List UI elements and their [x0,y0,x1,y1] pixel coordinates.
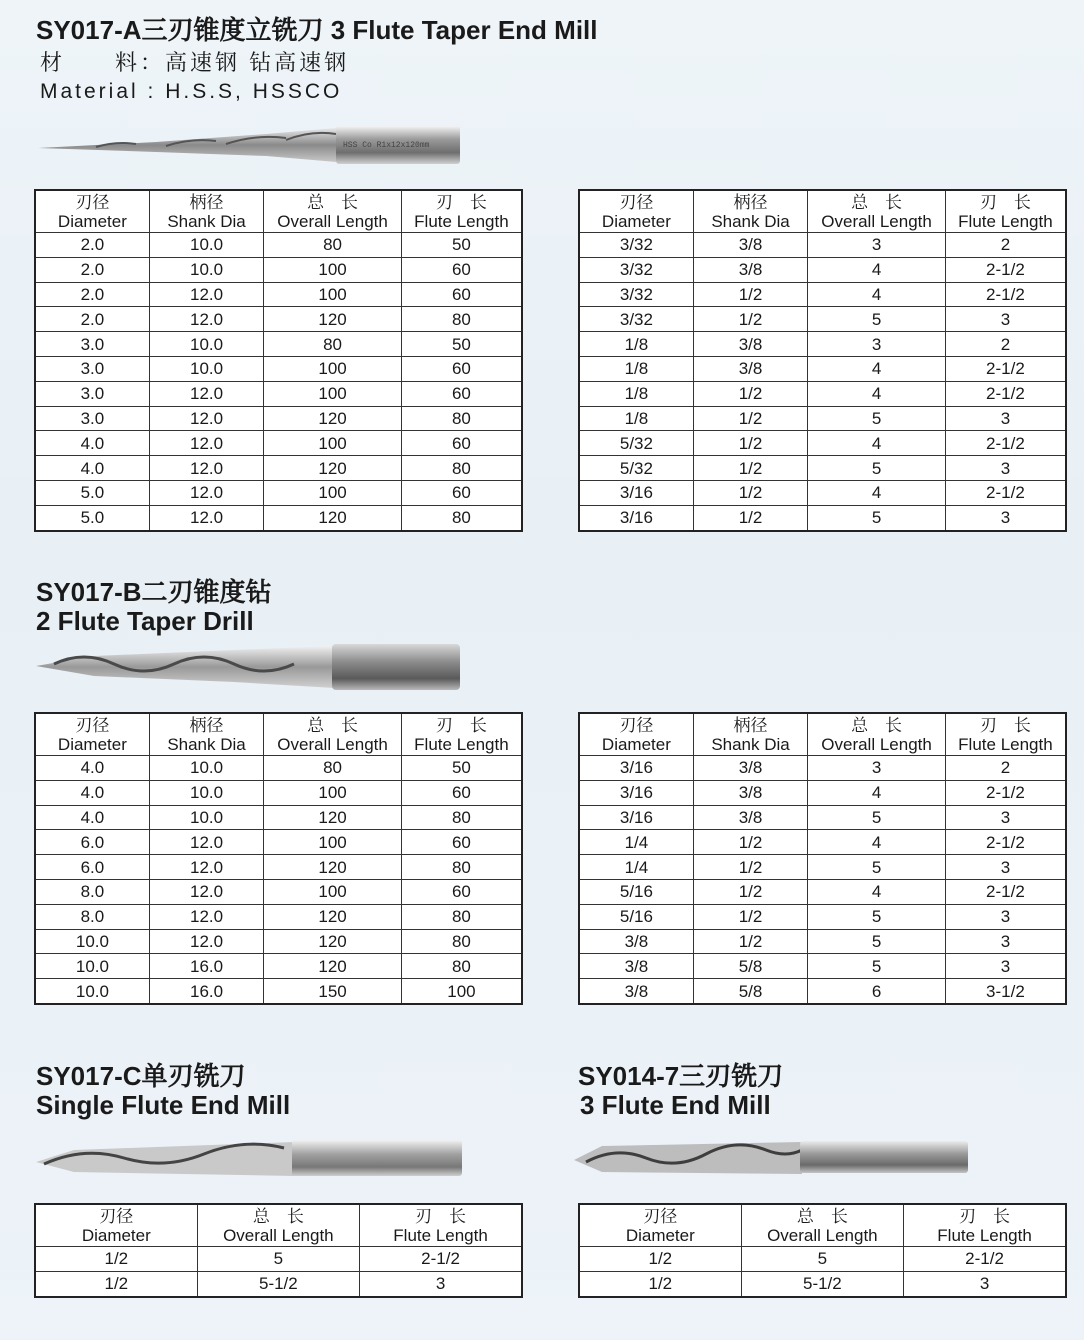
table-cell: 16.0 [149,979,263,1004]
table-cell: 3 [808,756,946,781]
table-row [35,307,522,332]
table-cell: 3/8 [693,233,807,258]
table-row [579,1247,1066,1272]
table-cell: 1/2 [693,456,807,481]
table-row [35,830,522,855]
table-cell: 1/2 [693,282,807,307]
table-cell: 2 [945,332,1066,357]
table-row [35,431,522,456]
table-cell: 80 [401,456,522,481]
table-cell: 100 [264,480,402,505]
header-flute-length: 刃 长 Flute Length [945,190,1066,233]
table-cell: 5 [808,406,946,431]
table-row [579,979,1066,1004]
header-diameter: 刃径 Diameter [35,713,149,756]
table-cell: 60 [401,356,522,381]
table-cell: 3/8 [693,756,807,781]
table-cell: 10.0 [35,979,149,1004]
table-cell: 3 [904,1271,1066,1296]
table-cell: 5/8 [693,979,807,1004]
table-row [579,456,1066,481]
table-cell: 80 [264,332,402,357]
table-cell: 120 [264,805,402,830]
header-diameter: 刃径 Diameter [579,1204,741,1247]
table-cell: 1/8 [579,381,693,406]
table-cell: 3 [945,307,1066,332]
table-cell: 12.0 [149,505,263,530]
table-cell: 5 [197,1247,360,1272]
table-b-inch [578,712,1067,1005]
table-row [579,332,1066,357]
table-cell: 60 [401,431,522,456]
table-row [579,257,1066,282]
table-cell: 10.0 [149,332,263,357]
table-cell: 100 [264,431,402,456]
table-cell: 3/16 [579,505,693,530]
table-cell: 60 [401,480,522,505]
table-cell: 3/32 [579,282,693,307]
table-row [579,233,1066,258]
table-row [579,307,1066,332]
table-cell: 3 [945,406,1066,431]
table-cell: 100 [401,979,522,1004]
table-cell: 2.0 [35,282,149,307]
table-cell: 3.0 [35,381,149,406]
table-cell: 6.0 [35,830,149,855]
table-cell: 5 [741,1247,904,1272]
table-cell: 80 [401,904,522,929]
table-cell: 120 [264,954,402,979]
table-cell: 60 [401,780,522,805]
table-cell: 3/8 [693,805,807,830]
header-shank-dia: 柄径 Shank Dia [149,713,263,756]
table-cell: 10.0 [149,233,263,258]
header-overall-length: 总 长 Overall Length [741,1204,904,1247]
table-c [34,1203,523,1298]
table-cell: 60 [401,381,522,406]
table-cell: 3 [945,855,1066,880]
table-cell: 5 [808,954,946,979]
table-cell: 4 [808,257,946,282]
table-cell: 2-1/2 [945,282,1066,307]
table-d [578,1203,1067,1298]
table-cell: 3/8 [693,780,807,805]
table-cell: 5 [808,805,946,830]
table-row [35,257,522,282]
table-cell: 5 [808,929,946,954]
table-cell: 4 [808,480,946,505]
table-cell: 3 [945,954,1066,979]
table-cell: 60 [401,879,522,904]
table-cell: 1/8 [579,406,693,431]
table-cell: 12.0 [149,307,263,332]
table-row [579,356,1066,381]
table-cell: 10.0 [149,780,263,805]
header-diameter: 刃径 Diameter [35,1204,197,1247]
table-row [579,830,1066,855]
table-row [579,879,1066,904]
table-cell: 4.0 [35,805,149,830]
table-row [579,929,1066,954]
table-cell: 80 [264,756,402,781]
material-label-cn: 材 料：高速钢 钻高速钢 [40,50,350,75]
table-cell: 100 [264,356,402,381]
table-cell: 4 [808,879,946,904]
table-cell: 10.0 [35,954,149,979]
table-row [35,282,522,307]
table-cell: 2-1/2 [945,480,1066,505]
table-a-metric [34,189,523,532]
table-cell: 120 [264,406,402,431]
table-cell: 4 [808,431,946,456]
section-b-title-en: 2 Flute Taper Drill [36,606,254,636]
table-cell: 12.0 [149,456,263,481]
table-cell: 2 [945,756,1066,781]
table-cell: 1/2 [693,480,807,505]
table-row [579,282,1066,307]
table-cell: 12.0 [149,855,263,880]
table-cell: 1/2 [35,1247,197,1272]
header-flute-length: 刃 长 Flute Length [401,190,522,233]
section-d-title-en: 3 Flute End Mill [580,1090,771,1120]
table-row [35,805,522,830]
table-cell: 3 [945,805,1066,830]
table-cell: 1/4 [579,855,693,880]
table-cell: 5/16 [579,879,693,904]
table-cell: 3/16 [579,780,693,805]
table-cell: 5 [808,505,946,530]
header-shank-dia: 柄径 Shank Dia [693,190,807,233]
table-cell: 3/16 [579,756,693,781]
table-row [35,456,522,481]
table-cell: 2-1/2 [360,1247,522,1272]
table-cell: 3/8 [693,332,807,357]
table-cell: 3/8 [693,257,807,282]
table-cell: 80 [401,505,522,530]
table-row [35,1271,522,1296]
table-cell: 4 [808,780,946,805]
table-cell: 80 [401,406,522,431]
table-cell: 1/2 [693,381,807,406]
table-cell: 4 [808,356,946,381]
table-cell: 120 [264,929,402,954]
table-cell: 4 [808,381,946,406]
table-cell: 1/2 [693,904,807,929]
table-row [579,756,1066,781]
table-row [35,505,522,530]
three-flute-end-mill-image [572,1138,972,1178]
table-cell: 5 [808,904,946,929]
table-cell: 2-1/2 [945,257,1066,282]
table-row [35,756,522,781]
header-overall-length: 总 长 Overall Length [808,713,946,756]
table-cell: 3/8 [579,979,693,1004]
table-cell: 80 [401,954,522,979]
table-cell: 12.0 [149,879,263,904]
table-row [35,233,522,258]
table-cell: 10.0 [35,929,149,954]
table-cell: 3/16 [579,805,693,830]
table-row [579,406,1066,431]
table-row [35,855,522,880]
taper-end-mill-image [36,122,466,168]
table-cell: 8.0 [35,904,149,929]
table-cell: 5/8 [693,954,807,979]
table-cell: 12.0 [149,480,263,505]
table-cell: 10.0 [149,756,263,781]
table-cell: 12.0 [149,431,263,456]
table-cell: 1/2 [693,855,807,880]
table-cell: 2.0 [35,233,149,258]
table-cell: 100 [264,282,402,307]
table-cell: 8.0 [35,879,149,904]
table-cell: 12.0 [149,904,263,929]
table-cell: 12.0 [149,406,263,431]
table-cell: 5/16 [579,904,693,929]
table-cell: 80 [401,307,522,332]
table-cell: 3 [945,505,1066,530]
table-row [579,780,1066,805]
header-diameter: 刃径 Diameter [35,190,149,233]
header-diameter: 刃径 Diameter [579,190,693,233]
table-cell: 5-1/2 [197,1271,360,1296]
table-row [579,954,1066,979]
table-cell: 3 [808,332,946,357]
table-row [35,929,522,954]
table-cell: 5/32 [579,456,693,481]
table-row [579,505,1066,530]
table-cell: 1/2 [693,406,807,431]
table-cell: 5 [808,307,946,332]
table-cell: 100 [264,381,402,406]
table-cell: 100 [264,879,402,904]
table-row [579,855,1066,880]
table-cell: 50 [401,233,522,258]
header-overall-length: 总 长 Overall Length [264,190,402,233]
table-cell: 150 [264,979,402,1004]
table-cell: 3 [360,1271,522,1296]
tool-label-text: HSS Co R1x12x120mm [343,141,430,150]
table-cell: 1/2 [693,929,807,954]
table-cell: 120 [264,505,402,530]
table-row [35,381,522,406]
table-cell: 3.0 [35,406,149,431]
table-cell: 3/8 [579,954,693,979]
table-cell: 2 [945,233,1066,258]
table-cell: 3 [808,233,946,258]
table-cell: 1/2 [693,879,807,904]
table-cell: 120 [264,307,402,332]
table-row [35,480,522,505]
table-cell: 5.0 [35,480,149,505]
header-flute-length: 刃 长 Flute Length [360,1204,522,1247]
table-cell: 4.0 [35,756,149,781]
header-shank-dia: 柄径 Shank Dia [149,190,263,233]
table-cell: 10.0 [149,805,263,830]
table-cell: 3/8 [693,356,807,381]
table-cell: 2-1/2 [945,830,1066,855]
table-cell: 2.0 [35,257,149,282]
table-cell: 12.0 [149,929,263,954]
table-cell: 4.0 [35,780,149,805]
table-cell: 5.0 [35,505,149,530]
table-cell: 3.0 [35,356,149,381]
table-row [579,1271,1066,1296]
table-cell: 1/4 [579,830,693,855]
table-row [35,1247,522,1272]
table-cell: 1/2 [579,1271,741,1296]
table-row [35,954,522,979]
table-cell: 4.0 [35,456,149,481]
table-row [579,904,1066,929]
table-cell: 3/32 [579,307,693,332]
table-row [579,480,1066,505]
table-cell: 3/32 [579,257,693,282]
table-row [579,805,1066,830]
table-cell: 1/2 [693,830,807,855]
table-cell: 4.0 [35,431,149,456]
table-cell: 60 [401,282,522,307]
header-flute-length: 刃 长 Flute Length [401,713,522,756]
table-cell: 80 [401,929,522,954]
section-d-title-cn: SY014-7三刃铣刀 [578,1061,784,1091]
table-cell: 2.0 [35,307,149,332]
table-cell: 2-1/2 [945,381,1066,406]
table-cell: 3 [945,929,1066,954]
section-c-title-en: Single Flute End Mill [36,1090,291,1120]
header-flute-length: 刃 长 Flute Length [904,1204,1066,1247]
table-cell: 2-1/2 [945,356,1066,381]
table-cell: 5 [808,855,946,880]
table-row [35,879,522,904]
table-cell: 1/2 [693,307,807,332]
table-cell: 10.0 [149,257,263,282]
table-cell: 120 [264,456,402,481]
header-overall-length: 总 长 Overall Length [808,190,946,233]
table-cell: 100 [264,830,402,855]
table-b-metric [34,712,523,1005]
table-cell: 2-1/2 [945,431,1066,456]
table-cell: 1/8 [579,356,693,381]
table-cell: 50 [401,756,522,781]
table-cell: 3.0 [35,332,149,357]
table-cell: 3-1/2 [945,979,1066,1004]
table-cell: 6 [808,979,946,1004]
section-b-title-cn: SY017-B二刃锥度钻 [36,577,272,607]
table-cell: 1/2 [693,505,807,530]
table-row [579,381,1066,406]
table-row [35,332,522,357]
single-flute-end-mill-image [34,1136,464,1180]
table-row [35,780,522,805]
table-row [35,406,522,431]
table-cell: 5-1/2 [741,1271,904,1296]
table-cell: 60 [401,257,522,282]
table-cell: 2-1/2 [945,780,1066,805]
header-shank-dia: 柄径 Shank Dia [693,713,807,756]
table-row [35,904,522,929]
table-cell: 80 [401,805,522,830]
table-cell: 4 [808,282,946,307]
table-row [579,431,1066,456]
table-cell: 3/8 [579,929,693,954]
table-cell: 120 [264,855,402,880]
section-a-title: SY017-A三刃锥度立铣刀 3 Flute Taper End Mill [36,15,598,45]
header-overall-length: 总 长 Overall Length [197,1204,360,1247]
table-cell: 1/2 [579,1247,741,1272]
header-flute-length: 刃 长 Flute Length [945,713,1066,756]
table-cell: 6.0 [35,855,149,880]
table-cell: 1/2 [35,1271,197,1296]
taper-drill-image [34,642,464,692]
table-cell: 100 [264,257,402,282]
table-cell: 4 [808,830,946,855]
table-a-inch [578,189,1067,532]
table-cell: 80 [401,855,522,880]
table-cell: 3 [945,904,1066,929]
table-cell: 80 [264,233,402,258]
section-c-title-cn: SY017-C单刃铣刀 [36,1061,246,1091]
table-row [35,979,522,1004]
table-row [35,356,522,381]
table-cell: 120 [264,904,402,929]
table-cell: 3/32 [579,233,693,258]
table-cell: 10.0 [149,356,263,381]
table-cell: 100 [264,780,402,805]
table-cell: 16.0 [149,954,263,979]
table-cell: 1/2 [693,431,807,456]
table-cell: 12.0 [149,830,263,855]
table-cell: 3 [945,456,1066,481]
table-cell: 50 [401,332,522,357]
header-overall-length: 总 长 Overall Length [264,713,402,756]
table-cell: 3/16 [579,480,693,505]
table-cell: 12.0 [149,282,263,307]
table-cell: 60 [401,830,522,855]
table-cell: 5/32 [579,431,693,456]
table-cell: 1/8 [579,332,693,357]
table-cell: 5 [808,456,946,481]
table-cell: 2-1/2 [945,879,1066,904]
material-label-en: Material : H.S.S, HSSCO [40,80,343,103]
table-cell: 2-1/2 [904,1247,1066,1272]
header-diameter: 刃径 Diameter [579,713,693,756]
table-cell: 12.0 [149,381,263,406]
